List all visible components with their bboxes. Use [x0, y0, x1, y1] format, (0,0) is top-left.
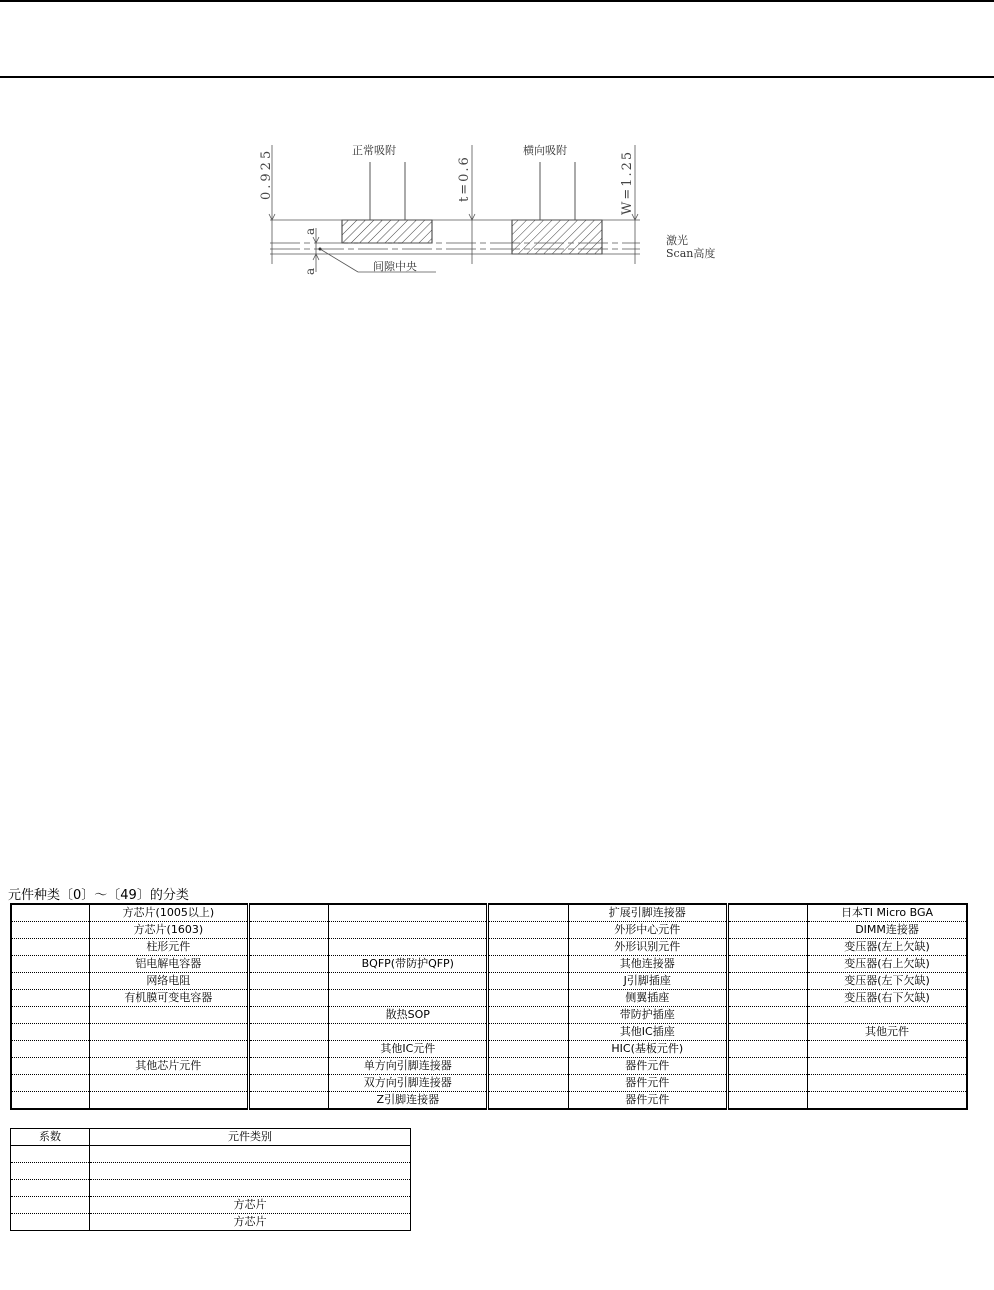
table-cell: [329, 990, 488, 1007]
table-cell: 其他元件: [808, 1024, 967, 1041]
table-row: [11, 1163, 411, 1180]
table-cell: [248, 973, 328, 990]
table-cell: [727, 990, 807, 1007]
table-cell: [248, 1024, 328, 1041]
table-cell: [727, 956, 807, 973]
table-cell: [11, 1163, 90, 1180]
table-row: [11, 1024, 967, 1041]
table-row: [11, 990, 967, 1007]
table-cell: [248, 1058, 328, 1075]
table-cell: 变压器(左下欠缺): [808, 973, 967, 990]
table-cell: [488, 956, 568, 973]
table-cell: 方芯片: [90, 1214, 411, 1231]
table-cell: 方芯片(1603): [89, 922, 248, 939]
table-cell: 双方向引脚连接器: [329, 1075, 488, 1092]
table-cell: [248, 1075, 328, 1092]
table-cell: [808, 1092, 967, 1110]
table-row: [11, 1214, 411, 1231]
table-cell: 网络电阻: [89, 973, 248, 990]
coef-header-category: 元件类别: [90, 1129, 411, 1146]
table-cell: [11, 956, 89, 973]
dimension-w: W=1.25: [620, 149, 635, 215]
table-cell: 扩展引脚连接器: [568, 904, 727, 922]
table-cell: [488, 1041, 568, 1058]
table-row: [11, 1075, 967, 1092]
component-class-table: [10, 903, 968, 1110]
table-cell: [727, 1058, 807, 1075]
table-cell: [727, 1075, 807, 1092]
table-cell: 变压器(右下欠缺): [808, 990, 967, 1007]
table-cell: [488, 1075, 568, 1092]
coef-header-row: [11, 1129, 411, 1146]
table-row: [11, 1092, 967, 1110]
table-cell: [488, 939, 568, 956]
table-cell: [248, 990, 328, 1007]
gap-center-label: 间隙中央: [373, 260, 417, 273]
header-rule: [0, 76, 994, 78]
table-cell: [11, 1197, 90, 1214]
table-cell: 变压器(右上欠缺): [808, 956, 967, 973]
table-cell: [90, 1180, 411, 1197]
table-cell: 方芯片(1005以上): [89, 904, 248, 922]
table-cell: J引脚插座: [568, 973, 727, 990]
table-cell: [727, 1092, 807, 1110]
table-cell: 器件元件: [568, 1058, 727, 1075]
table-cell: 其他IC元件: [329, 1041, 488, 1058]
table-cell: 其他IC插座: [568, 1024, 727, 1041]
table-row: [11, 1041, 967, 1058]
table-cell: 外形识别元件: [568, 939, 727, 956]
table-row: [11, 956, 967, 973]
table-cell: [11, 1214, 90, 1231]
table-cell: 方芯片: [90, 1197, 411, 1214]
table-cell: 其他芯片元件: [89, 1058, 248, 1075]
table-row: [11, 922, 967, 939]
table-cell: DIMM连接器: [808, 922, 967, 939]
table-cell: [11, 1058, 89, 1075]
table-cell: [488, 922, 568, 939]
table-cell: [727, 1007, 807, 1024]
table-cell: [808, 1075, 967, 1092]
table-cell: [11, 922, 89, 939]
table-cell: [248, 1007, 328, 1024]
dimension-a-upper: a: [303, 227, 317, 235]
table-cell: [329, 922, 488, 939]
table-cell: [248, 1092, 328, 1110]
table-cell: [488, 904, 568, 922]
table-cell: [488, 1092, 568, 1110]
table-cell: [329, 973, 488, 990]
table-cell: [248, 956, 328, 973]
dimension-0925: 0.925: [259, 147, 274, 200]
table-cell: [89, 1041, 248, 1058]
table-cell: [488, 973, 568, 990]
table-cell: [808, 1041, 967, 1058]
table-cell: [89, 1007, 248, 1024]
table-cell: [727, 1024, 807, 1041]
table-row: [11, 1180, 411, 1197]
table-cell: [89, 1075, 248, 1092]
table-cell: [727, 904, 807, 922]
table-cell: 日本TI Micro BGA: [808, 904, 967, 922]
table-cell: [11, 904, 89, 922]
table-cell: [248, 939, 328, 956]
table-cell: 单方向引脚连接器: [329, 1058, 488, 1075]
table-cell: 散热SOP: [329, 1007, 488, 1024]
table-cell: [11, 1007, 89, 1024]
table-cell: 有机膜可变电容器: [89, 990, 248, 1007]
table-cell: 器件元件: [568, 1075, 727, 1092]
table-row: [11, 904, 967, 922]
table-cell: [11, 973, 89, 990]
table-row: [11, 1146, 411, 1163]
normal-suction-label: 正常吸附: [352, 144, 396, 157]
table-cell: [727, 973, 807, 990]
table-cell: [488, 1007, 568, 1024]
side-suction-label: 横向吸附: [523, 144, 567, 157]
table-caption: 元件种类〔0〕～〔49〕的分类: [8, 888, 189, 903]
table-cell: 带防护插座: [568, 1007, 727, 1024]
table-cell: [89, 1024, 248, 1041]
top-rule: [0, 0, 994, 2]
coef-header-coefficient: 系数: [11, 1129, 90, 1146]
table-cell: [90, 1146, 411, 1163]
scan-height-label: Scan高度: [666, 247, 716, 260]
table-cell: [329, 904, 488, 922]
table-row: [11, 1058, 967, 1075]
table-cell: [11, 1180, 90, 1197]
table-cell: HIC(基板元件): [568, 1041, 727, 1058]
table-cell: [11, 1146, 90, 1163]
dimension-a-lower: a: [303, 267, 317, 275]
table-cell: [89, 1092, 248, 1110]
table-cell: 外形中心元件: [568, 922, 727, 939]
component-normal: [342, 220, 432, 243]
table-row: [11, 1197, 411, 1214]
table-cell: 器件元件: [568, 1092, 727, 1110]
table-cell: [248, 1041, 328, 1058]
table-cell: [11, 1041, 89, 1058]
table-cell: [488, 1024, 568, 1041]
table-cell: [727, 922, 807, 939]
table-cell: [11, 1075, 89, 1092]
table-cell: [727, 939, 807, 956]
table-row: [11, 973, 967, 990]
table-cell: [90, 1163, 411, 1180]
dimension-t: t=0.6: [457, 155, 472, 202]
table-cell: [488, 990, 568, 1007]
table-cell: [11, 990, 89, 1007]
table-cell: [329, 939, 488, 956]
table-cell: BQFP(带防护QFP): [329, 956, 488, 973]
table-cell: [11, 939, 89, 956]
table-cell: [11, 1024, 89, 1041]
laser-label: 激光: [666, 234, 688, 247]
suction-diagram: [250, 140, 730, 290]
table-cell: 其他连接器: [568, 956, 727, 973]
table-cell: 侧翼插座: [568, 990, 727, 1007]
table-cell: [11, 1092, 89, 1110]
table-row: [11, 1007, 967, 1024]
table-cell: [727, 1041, 807, 1058]
table-cell: 柱形元件: [89, 939, 248, 956]
table-cell: [248, 904, 328, 922]
table-cell: [488, 1058, 568, 1075]
table-cell: [808, 1007, 967, 1024]
table-cell: [248, 922, 328, 939]
table-cell: 铝电解电容器: [89, 956, 248, 973]
table-cell: [808, 1058, 967, 1075]
table-cell: [329, 1024, 488, 1041]
coefficient-table: [10, 1128, 411, 1231]
table-cell: 变压器(左上欠缺): [808, 939, 967, 956]
table-row: [11, 939, 967, 956]
table-cell: Z引脚连接器: [329, 1092, 488, 1110]
